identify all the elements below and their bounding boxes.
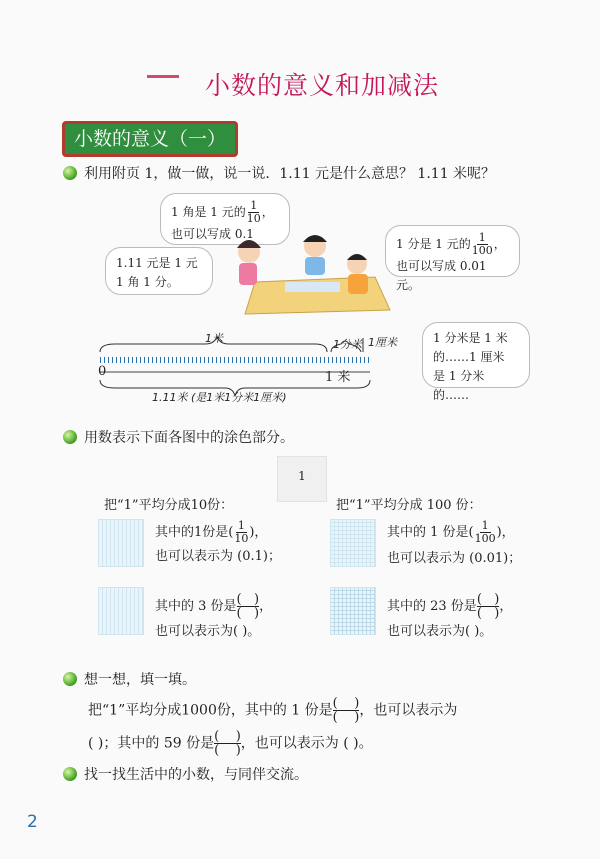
bullet-icon — [63, 767, 77, 781]
right-title: 把“1”平均分成 100 份： — [336, 498, 482, 513]
chapter-title: 小数的意义和加减法 — [205, 71, 440, 100]
bubble-fen-text: 1 分是 1 元的 — [396, 237, 471, 251]
question-1: 利用附页 1，做一做，说一说．1.11 元是什么意思？ 1.11 米呢？ — [84, 166, 496, 182]
fraction — [475, 520, 496, 545]
bubble-jiao-text: 1 角是 1 元的 — [171, 205, 246, 219]
denominator: 100 — [471, 244, 493, 257]
right-b-post: ， — [499, 599, 513, 614]
right-a-post: )， — [496, 525, 515, 540]
left-b-pre: 其中的 3 份是 — [155, 599, 237, 614]
denominator: 10 — [234, 532, 249, 545]
left-a-pre: 其中的1份是( — [155, 525, 234, 540]
blank-fraction[interactable]: ( ) ( ) — [332, 696, 360, 725]
bullet-icon — [63, 672, 77, 686]
bubble-fen-line2: 也可以写成 0.01 元。 — [396, 259, 487, 292]
numerator: 1 — [250, 199, 258, 212]
section-title: 小数的意义（一） — [62, 121, 238, 157]
numerator: 1 — [481, 519, 489, 532]
right-a-pre: 其中的 1 份是( — [387, 525, 474, 540]
ruler-one-meter: 1 米 — [325, 370, 351, 385]
numerator: 1 — [478, 231, 486, 244]
q3-l2-b: ，也可以表示为 ( )。 — [240, 735, 373, 752]
grid-tenths-a — [98, 519, 144, 567]
bubble-fen: 1 分是 1 元的 $\frac{1}{100}$ ， 也可以写成 0.01 元。 — [385, 225, 520, 277]
ruler-caption: 1.11米 (是1米1分米1厘米) — [152, 391, 287, 404]
bullet-icon — [63, 430, 77, 444]
ruler-label-1m: 1米 — [205, 332, 223, 345]
right-b-line1 — [387, 593, 512, 620]
bubble-mi — [422, 322, 530, 402]
bubble-yuan-line2: 1 角 1 分。 — [116, 275, 179, 289]
left-a-post: )， — [249, 525, 268, 540]
ruler-label-1cm: 1厘米 — [368, 336, 397, 349]
fraction — [472, 232, 493, 257]
bullet-icon — [63, 166, 77, 180]
left-a-line1 — [155, 520, 267, 545]
bubble-mi-line3: 是 1 分米的…… — [433, 369, 485, 402]
bubble-yuan — [105, 247, 213, 295]
page-number: 2 — [27, 812, 38, 832]
blank-fraction[interactable]: ( ) ( ) — [214, 729, 241, 758]
question-3: 想一想，填一填。 — [84, 672, 196, 688]
q3-l1-post: ，也可以表示为 — [359, 702, 458, 719]
denominator: 10 — [246, 212, 261, 225]
right-b-line2: 也可以表示为( )。 — [387, 624, 493, 639]
question-4: 找一找生活中的小数，与同伴交流。 — [84, 767, 308, 783]
left-b-line2: 也可以表示为( )。 — [155, 624, 261, 639]
bubble-mi-line1: 1 分米是 1 米 — [433, 331, 508, 345]
ruler-label-1dm: 1分米 — [333, 338, 362, 351]
bubble-yuan-line1: 1.11 元是 1 元 — [116, 256, 198, 270]
right-a-line2: 也可以表示为 (0.01)； — [387, 551, 522, 566]
q3-l1-pre: 把“1”平均分成1000份，其中的 1 份是 — [88, 702, 333, 719]
q3-line1 — [88, 697, 457, 724]
grid-tenths-b — [98, 587, 144, 635]
left-a-line2: 也可以表示为 (0.1)； — [155, 549, 281, 564]
unit-square — [277, 456, 327, 502]
ruler-zero: 0 — [98, 364, 107, 379]
q3-l2-a: ( )；其中的 59 份是 — [88, 735, 215, 752]
right-b-pre: 其中的 23 份是 — [387, 599, 477, 614]
blank-fraction[interactable]: ( ) ( ) — [476, 592, 500, 621]
denominator: 100 — [474, 532, 496, 545]
left-title: 把“1”平均分成10份： — [104, 498, 234, 513]
bubble-jiao: 1 角是 1 元的 $\frac{1}{10}$ ， 也可以写成 0.1 — [160, 193, 290, 245]
bubble-jiao-line2: 也可以写成 0.1 — [171, 227, 254, 241]
grid-hundredths-b — [330, 587, 376, 635]
blank-fraction[interactable]: ( ) ( ) — [236, 592, 260, 621]
left-b-post: ， — [259, 599, 273, 614]
right-a-line1 — [387, 520, 515, 545]
chapter-mark — [147, 75, 179, 78]
unit-square-label: 1 — [298, 469, 306, 483]
numerator: 1 — [237, 519, 245, 532]
left-b-line1 — [155, 593, 272, 620]
bubble-mi-line2: 的……1 厘米 — [433, 350, 505, 364]
fraction — [247, 200, 261, 225]
fraction — [234, 520, 248, 545]
children-illustration — [225, 232, 395, 322]
grid-hundredths-a — [330, 519, 376, 567]
question-2: 用数表示下面各图中的涂色部分。 — [84, 430, 294, 446]
q3-line2 — [88, 730, 373, 757]
